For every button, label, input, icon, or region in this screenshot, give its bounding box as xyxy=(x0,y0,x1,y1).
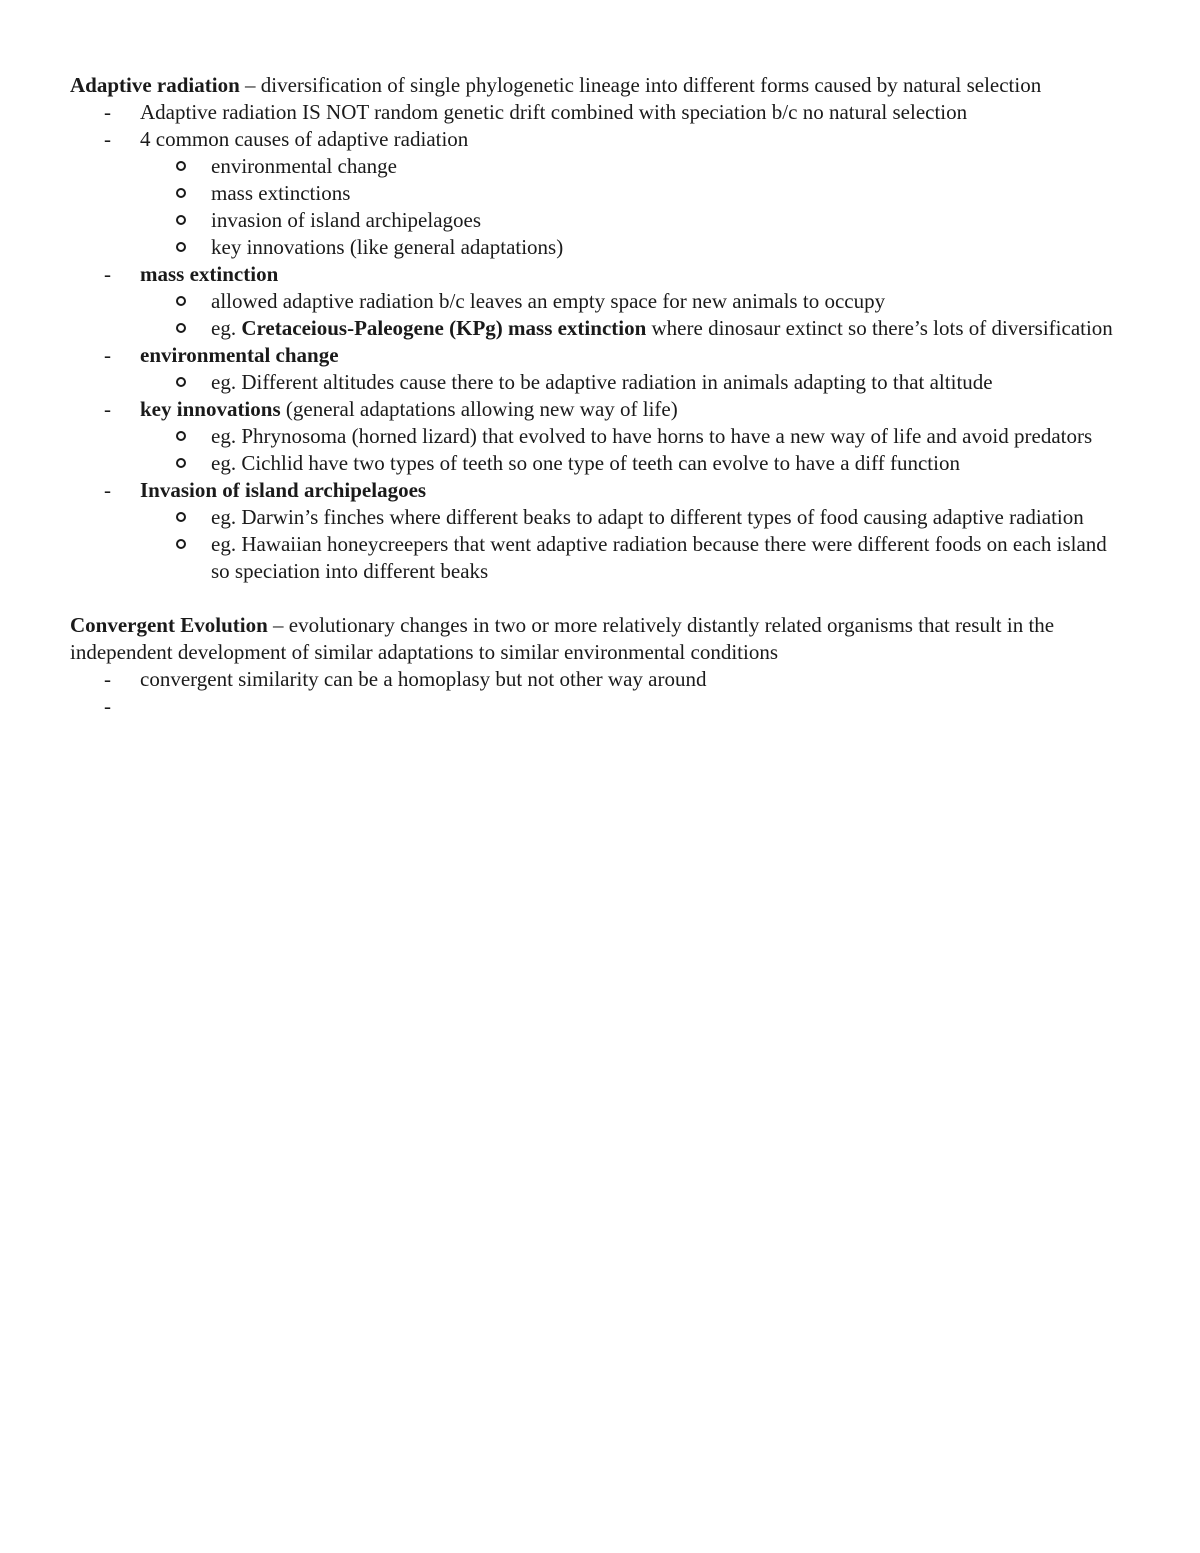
dash-bullet: - xyxy=(104,127,111,151)
sub-list-item xyxy=(211,504,1130,531)
list-item xyxy=(104,261,1130,342)
circle-list xyxy=(140,288,1130,342)
list-item xyxy=(104,99,1130,126)
item-bold-text: Invasion of island archipelagoes xyxy=(140,478,427,502)
circle-bullet-icon xyxy=(176,296,186,306)
sub-item-text: eg. Phrynosoma (horned lizard) that evolved to have horns to have a new way of life and avoid predators xyxy=(211,424,1093,448)
circle-bullet-icon xyxy=(176,188,186,198)
sub-list-item xyxy=(211,234,1130,261)
dash-bullet: - xyxy=(104,397,111,421)
sub-item-text: eg. Different altitudes cause there to be adaptive radiation in animals adapting to that altitude xyxy=(211,370,993,394)
item-text: convergent similarity can be a homoplasy but not other way around xyxy=(140,667,707,691)
list-item xyxy=(104,126,1130,261)
list-item xyxy=(104,693,1130,720)
circle-bullet-icon xyxy=(176,377,186,387)
term: Convergent Evolution xyxy=(70,613,268,637)
sub-list-item xyxy=(211,180,1130,207)
item-text: Adaptive radiation IS NOT random genetic drift combined with speciation b/c no natural selection xyxy=(140,100,968,124)
sub-list-item xyxy=(211,153,1130,180)
circle-bullet-icon xyxy=(176,431,186,441)
definition-paragraph xyxy=(70,72,1130,99)
sub-item-text: allowed adaptive radiation b/c leaves an empty space for new animals to occupy xyxy=(211,289,886,313)
sub-item-text-post: where dinosaur extinct so there’s lots of diversification xyxy=(646,316,1113,340)
circle-list xyxy=(140,153,1130,261)
circle-bullet-icon xyxy=(176,512,186,522)
circle-bullet-icon xyxy=(176,215,186,225)
sub-list-item xyxy=(211,423,1130,450)
item-text-post: (general adaptations allowing new way of life) xyxy=(280,397,678,421)
list-item xyxy=(104,396,1130,477)
sub-item-text: environmental change xyxy=(211,154,398,178)
dash-bullet: - xyxy=(104,100,111,124)
dash-bullet: - xyxy=(104,478,111,502)
document-page xyxy=(70,72,1130,720)
sub-item-text: eg. Hawaiian honeycreepers that went adaptive radiation because there were different foods on each island so speciation into different beaks xyxy=(211,532,1107,583)
circle-bullet-icon xyxy=(176,323,186,333)
sub-item-text: eg. Cichlid have two types of teeth so one type of teeth can evolve to have a diff function xyxy=(211,451,960,475)
item-bold-text: mass extinction xyxy=(140,262,279,286)
sub-item-text: key innovations (like general adaptations) xyxy=(211,235,564,259)
dash-bullet: - xyxy=(104,262,111,286)
sub-list-item xyxy=(211,315,1130,342)
circle-bullet-icon xyxy=(176,539,186,549)
sub-list-item xyxy=(211,531,1130,585)
sub-list-item xyxy=(211,369,1130,396)
sub-list-item xyxy=(211,288,1130,315)
dash-bullet: - xyxy=(104,694,111,718)
definition-text: diversification of single phylogenetic lineage into different forms caused by natural selection xyxy=(260,73,1042,97)
section-convergent-evolution xyxy=(70,612,1130,720)
circle-bullet-icon xyxy=(176,242,186,252)
sub-item-text: mass extinctions xyxy=(211,181,351,205)
circle-list xyxy=(140,369,1130,396)
section-adaptive-radiation xyxy=(70,72,1130,585)
dash-list xyxy=(70,666,1130,720)
sub-list-item xyxy=(211,450,1130,477)
dash-bullet: - xyxy=(104,343,111,367)
circle-bullet-icon xyxy=(176,458,186,468)
definition-paragraph xyxy=(70,612,1130,666)
circle-list xyxy=(140,423,1130,477)
list-item xyxy=(104,477,1130,585)
circle-bullet-icon xyxy=(176,161,186,171)
sub-item-bold-text: Cretaceious-Paleogene (KPg) mass extinction xyxy=(241,316,647,340)
item-text: 4 common causes of adaptive radiation xyxy=(140,127,469,151)
separator: – xyxy=(267,613,289,637)
list-item xyxy=(104,342,1130,396)
item-bold-text: key innovations xyxy=(140,397,281,421)
dash-bullet: - xyxy=(104,667,111,691)
list-item xyxy=(104,666,1130,693)
separator: – xyxy=(239,73,261,97)
sub-item-text: eg. Darwin’s finches where different beaks to adapt to different types of food causing adaptive radiation xyxy=(211,505,1084,529)
sub-item-text: invasion of island archipelagoes xyxy=(211,208,482,232)
sub-item-text: eg. xyxy=(211,316,242,340)
term: Adaptive radiation xyxy=(70,73,240,97)
definition-text: evolutionary changes in two or more relatively distantly related organisms that result in the independent development of similar adaptations to similar environmental conditions xyxy=(70,613,1055,664)
dash-list xyxy=(70,99,1130,585)
item-bold-text: environmental change xyxy=(140,343,339,367)
circle-list xyxy=(140,504,1130,585)
item-text-empty xyxy=(140,694,145,718)
sub-list-item xyxy=(211,207,1130,234)
